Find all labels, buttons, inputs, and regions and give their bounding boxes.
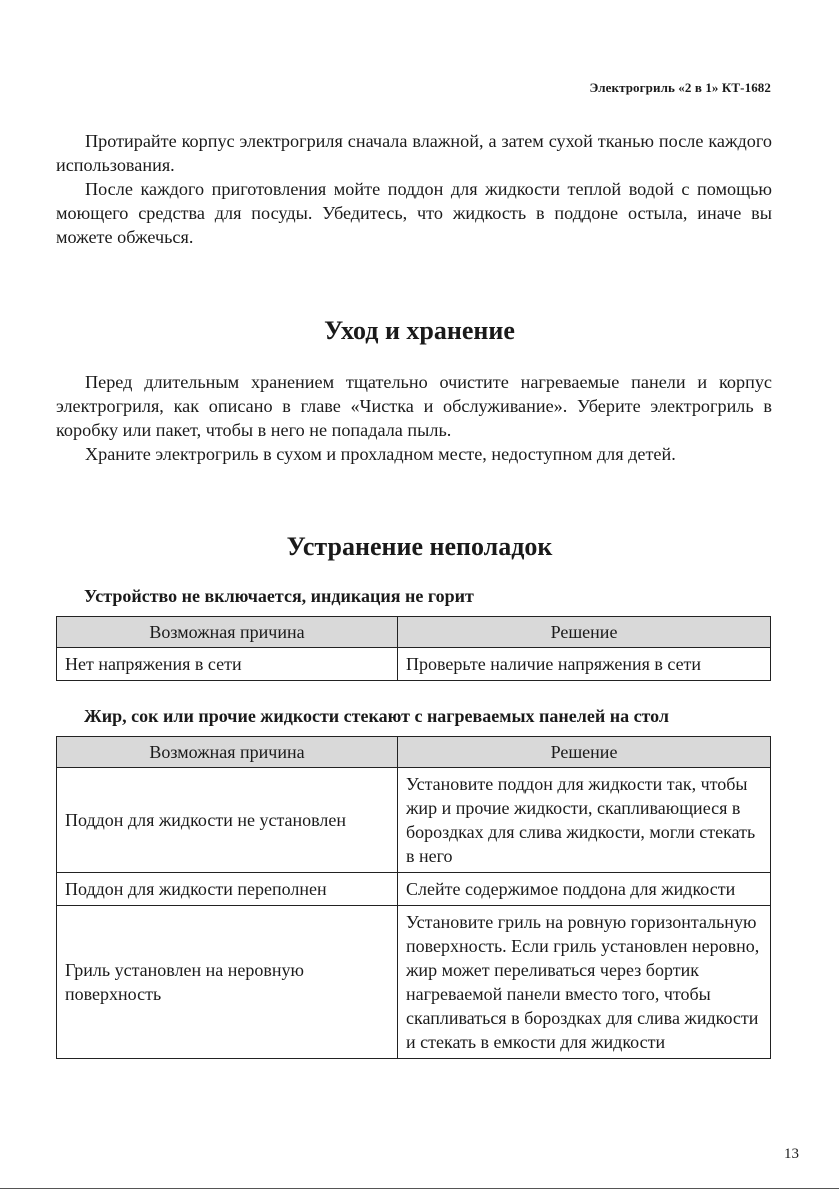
table2-title: Жир, сок или прочие жидкости стекают с нагреваемых панелей на стол bbox=[84, 706, 670, 726]
table2-row2-solution: Слейте содержимое поддона для жидкости bbox=[398, 873, 771, 906]
table2-row3-solution: Установите гриль на ровную горизонтальную поверхность. Если гриль установлен неровно, жир может переливаться через бортик нагреваемой панели вместо того, чтобы скапливаться в бороздках для слива жидкости и стекать в емкости для жидкости bbox=[398, 906, 771, 1059]
table1-title: Устройство не включается, индикация не горит bbox=[84, 586, 474, 606]
table2-col-cause: Возможная причина bbox=[57, 737, 398, 768]
table2-row1-solution: Установите поддон для жидкости так, чтобы жир и прочие жидкости, скапливающиеся в бороздках для слива жидкости, могли стекать в него bbox=[398, 768, 771, 873]
table-row bbox=[57, 873, 771, 906]
table1-col-cause: Возможная причина bbox=[57, 617, 398, 648]
troubleshooting-heading: Устранение неполадок bbox=[286, 532, 553, 561]
care-section bbox=[56, 370, 772, 466]
table2-row1-cause: Поддон для жидкости не установлен bbox=[57, 768, 398, 873]
table1-col-solution: Решение bbox=[398, 617, 771, 648]
table2-header-row bbox=[57, 737, 771, 768]
bottom-rule bbox=[0, 1188, 839, 1189]
intro-paragraph-2: После каждого приготовления мойте поддон для жидкости теплой водой с помощью моющего средства для посуды. Убедитесь, что жидкость в поддоне остыла, иначе вы можете обжечься. bbox=[56, 179, 772, 247]
table1-header-row bbox=[57, 617, 771, 648]
page-number: 13 bbox=[784, 1146, 799, 1162]
care-paragraph-2: Храните электрогриль в сухом и прохладном месте, недоступном для детей. bbox=[85, 444, 676, 464]
intro-section bbox=[56, 129, 772, 249]
running-header: Электрогриль «2 в 1» КТ-1682 bbox=[589, 80, 771, 95]
table1 bbox=[56, 616, 771, 681]
table2 bbox=[56, 736, 771, 1059]
care-heading: Уход и хранение bbox=[324, 316, 515, 345]
table1-row1-cause: Нет напряжения в сети bbox=[57, 648, 398, 681]
table2-col-solution: Решение bbox=[398, 737, 771, 768]
table-row bbox=[57, 906, 771, 1059]
intro-paragraph-1: Протирайте корпус электрогриля сначала влажной, а затем сухой тканью после каждого использования. bbox=[56, 131, 772, 175]
care-paragraph-1: Перед длительным хранением тщательно очистите нагреваемые панели и корпус электрогриля, как описано в главе «Чистка и обслуживание». Уберите электрогриль в коробку или пакет, чтобы в него не попадала пыль. bbox=[56, 372, 772, 440]
table-row bbox=[57, 648, 771, 681]
table-row bbox=[57, 768, 771, 873]
table1-row1-solution: Проверьте наличие напряжения в сети bbox=[398, 648, 771, 681]
table2-row3-cause: Гриль установлен на неровную поверхность bbox=[57, 906, 398, 1059]
table2-row2-cause: Поддон для жидкости переполнен bbox=[57, 873, 398, 906]
